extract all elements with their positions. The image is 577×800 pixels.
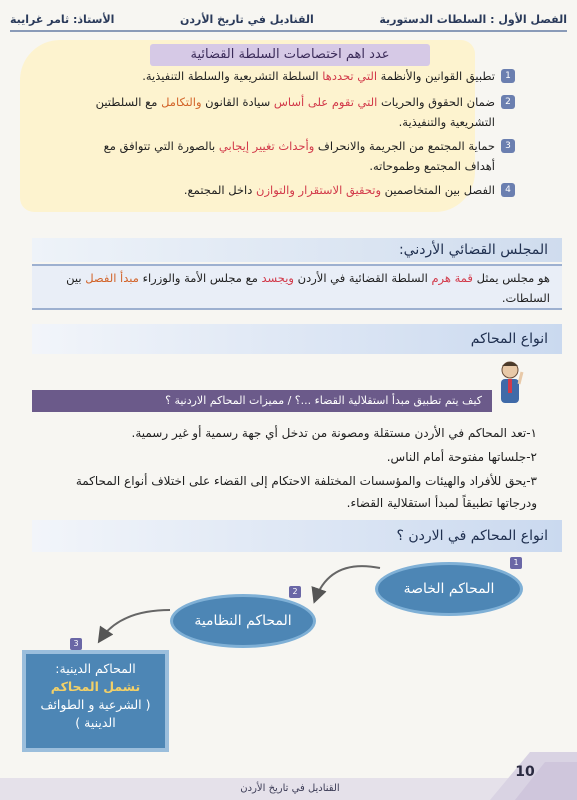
question-bar: كيف يتم تطبيق مبدأ استقلالية القضاء ...؟ / مميزات المحاكم الاردنية ؟: [32, 390, 492, 412]
competences-title: عدد اهم اختصاصات السلطة القضائية: [150, 44, 430, 66]
feature-point: ٣-يحق للأفراد والهيئات والمؤسسات المختلفة الاحتكام إلى القضاء على اختلاف أنواع المحاكمة ودرجاتها تطبيقاً لمبدأ استقلالية القضاء.: [75, 474, 537, 510]
chapter-title: الفصل الأول : السلطات الدستورية: [379, 12, 567, 26]
item-number-badge: 4: [501, 183, 515, 197]
step-badge: 3: [70, 638, 82, 650]
item-text: ضمان الحقوق والحريات التي تقوم على أساس سيادة القانون والتكامل مع السلطتين التشريعية والتنفيذية.: [95, 95, 495, 129]
thinking-person-icon: [492, 358, 528, 408]
competence-item: [95, 136, 515, 176]
book-title: القناديل في تاريخ الأردن: [179, 12, 314, 26]
feature-point: ٢-جلساتها مفتوحة أمام الناس.: [386, 450, 537, 464]
religious-courts-detail: ( الشرعية و الطوائف الدينية ): [40, 697, 151, 730]
competence-item: [95, 92, 515, 132]
religious-courts-sub: تشمل المحاكم: [50, 679, 141, 694]
item-text: تطبيق القوانين والأنظمة التي تحددها السلطة التشريعية والسلطة التنفيذية.: [142, 69, 495, 83]
jordan-courts-heading: انواع المحاكم في الاردن ؟: [32, 520, 562, 552]
step-badge: 1: [510, 557, 522, 569]
competence-item: [95, 66, 515, 86]
council-definition: هو مجلس يمثل قمة هرم السلطة القضائية في الأردن ويجسد مع مجلس الأمة والوزراء مبدأ الفصل بين السلطات.: [32, 264, 562, 310]
item-number-badge: 2: [501, 95, 515, 109]
page-header: [10, 8, 567, 30]
court-types-heading: انواع المحاكم: [32, 324, 562, 354]
step-badge: 2: [289, 586, 301, 598]
item-text: الفصل بين المتخاصمين وتحقيق الاستقرار والتوازن داخل المجتمع.: [183, 183, 495, 197]
page-number: 10: [515, 764, 535, 780]
special-courts-bubble: المحاكم الخاصة: [375, 562, 523, 616]
item-number-badge: 3: [501, 139, 515, 153]
council-heading: المجلس القضائي الأردني:: [32, 238, 562, 262]
teacher-name: الأستاذ: ثامر غرايبة: [10, 12, 115, 26]
item-text: حماية المجتمع من الجريمة والانحراف وأحداث تغيير إيجابي بالصورة التي تتوافق مع أهداف المجتمع وطموحاته.: [103, 139, 495, 173]
religious-courts-label: المحاكم الدينية:: [55, 661, 136, 676]
header-divider: [10, 30, 567, 32]
feature-point: ١-تعد المحاكم في الأردن مستقلة ومصونة من تدخل أي جهة رسمية أو غير رسمية.: [131, 426, 537, 440]
regular-courts-bubble: المحاكم النظامية: [170, 594, 316, 648]
footer-book-title: القناديل في تاريخ الأردن: [240, 783, 340, 794]
religious-courts-box: [22, 650, 169, 752]
competence-item: [95, 180, 515, 200]
item-number-badge: 1: [501, 69, 515, 83]
